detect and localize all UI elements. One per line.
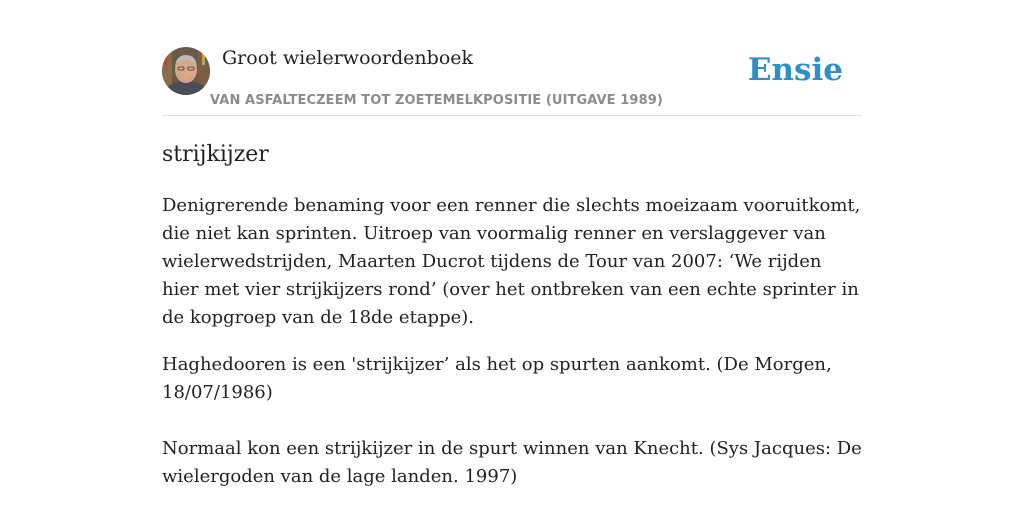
entry-example: Haghedooren is een 'strijkijzer’ als het op spurten aankomt. (De Morgen, 18/07/1986) [162, 354, 832, 403]
book-subtitle: VAN ASFALTECZEEM TOT ZOETEMELKPOSITIE (UITGAVE 1989) [210, 93, 663, 108]
book-title[interactable]: Groot wielerwoordenboek [222, 47, 474, 69]
author-avatar[interactable] [162, 47, 210, 95]
avatar-portrait [162, 47, 210, 95]
entry-example: Normaal kon een strijkijzer in de spurt winnen van Knecht. (Sys Jacques: De wielergoden van de lage landen. 1997) [162, 438, 862, 487]
ensie-logo[interactable]: Ensie [747, 52, 843, 88]
header-divider [162, 115, 862, 116]
entry-headword: strijkijzer [162, 142, 269, 167]
entry-definition: Denigrerende benaming voor een renner die slechts moeizaam vooruitkomt, die niet kan sprinten. Uitroep van voormalig renner en verslaggever van wielerwedstrijden, Maarten Ducrot tijdens de Tour van 2007: ‘We rijden hier met vier strijkijzers rond’ (over het ontbreken van een echte sprinter in de kopgroep van de 18de etappe). [162, 195, 861, 328]
